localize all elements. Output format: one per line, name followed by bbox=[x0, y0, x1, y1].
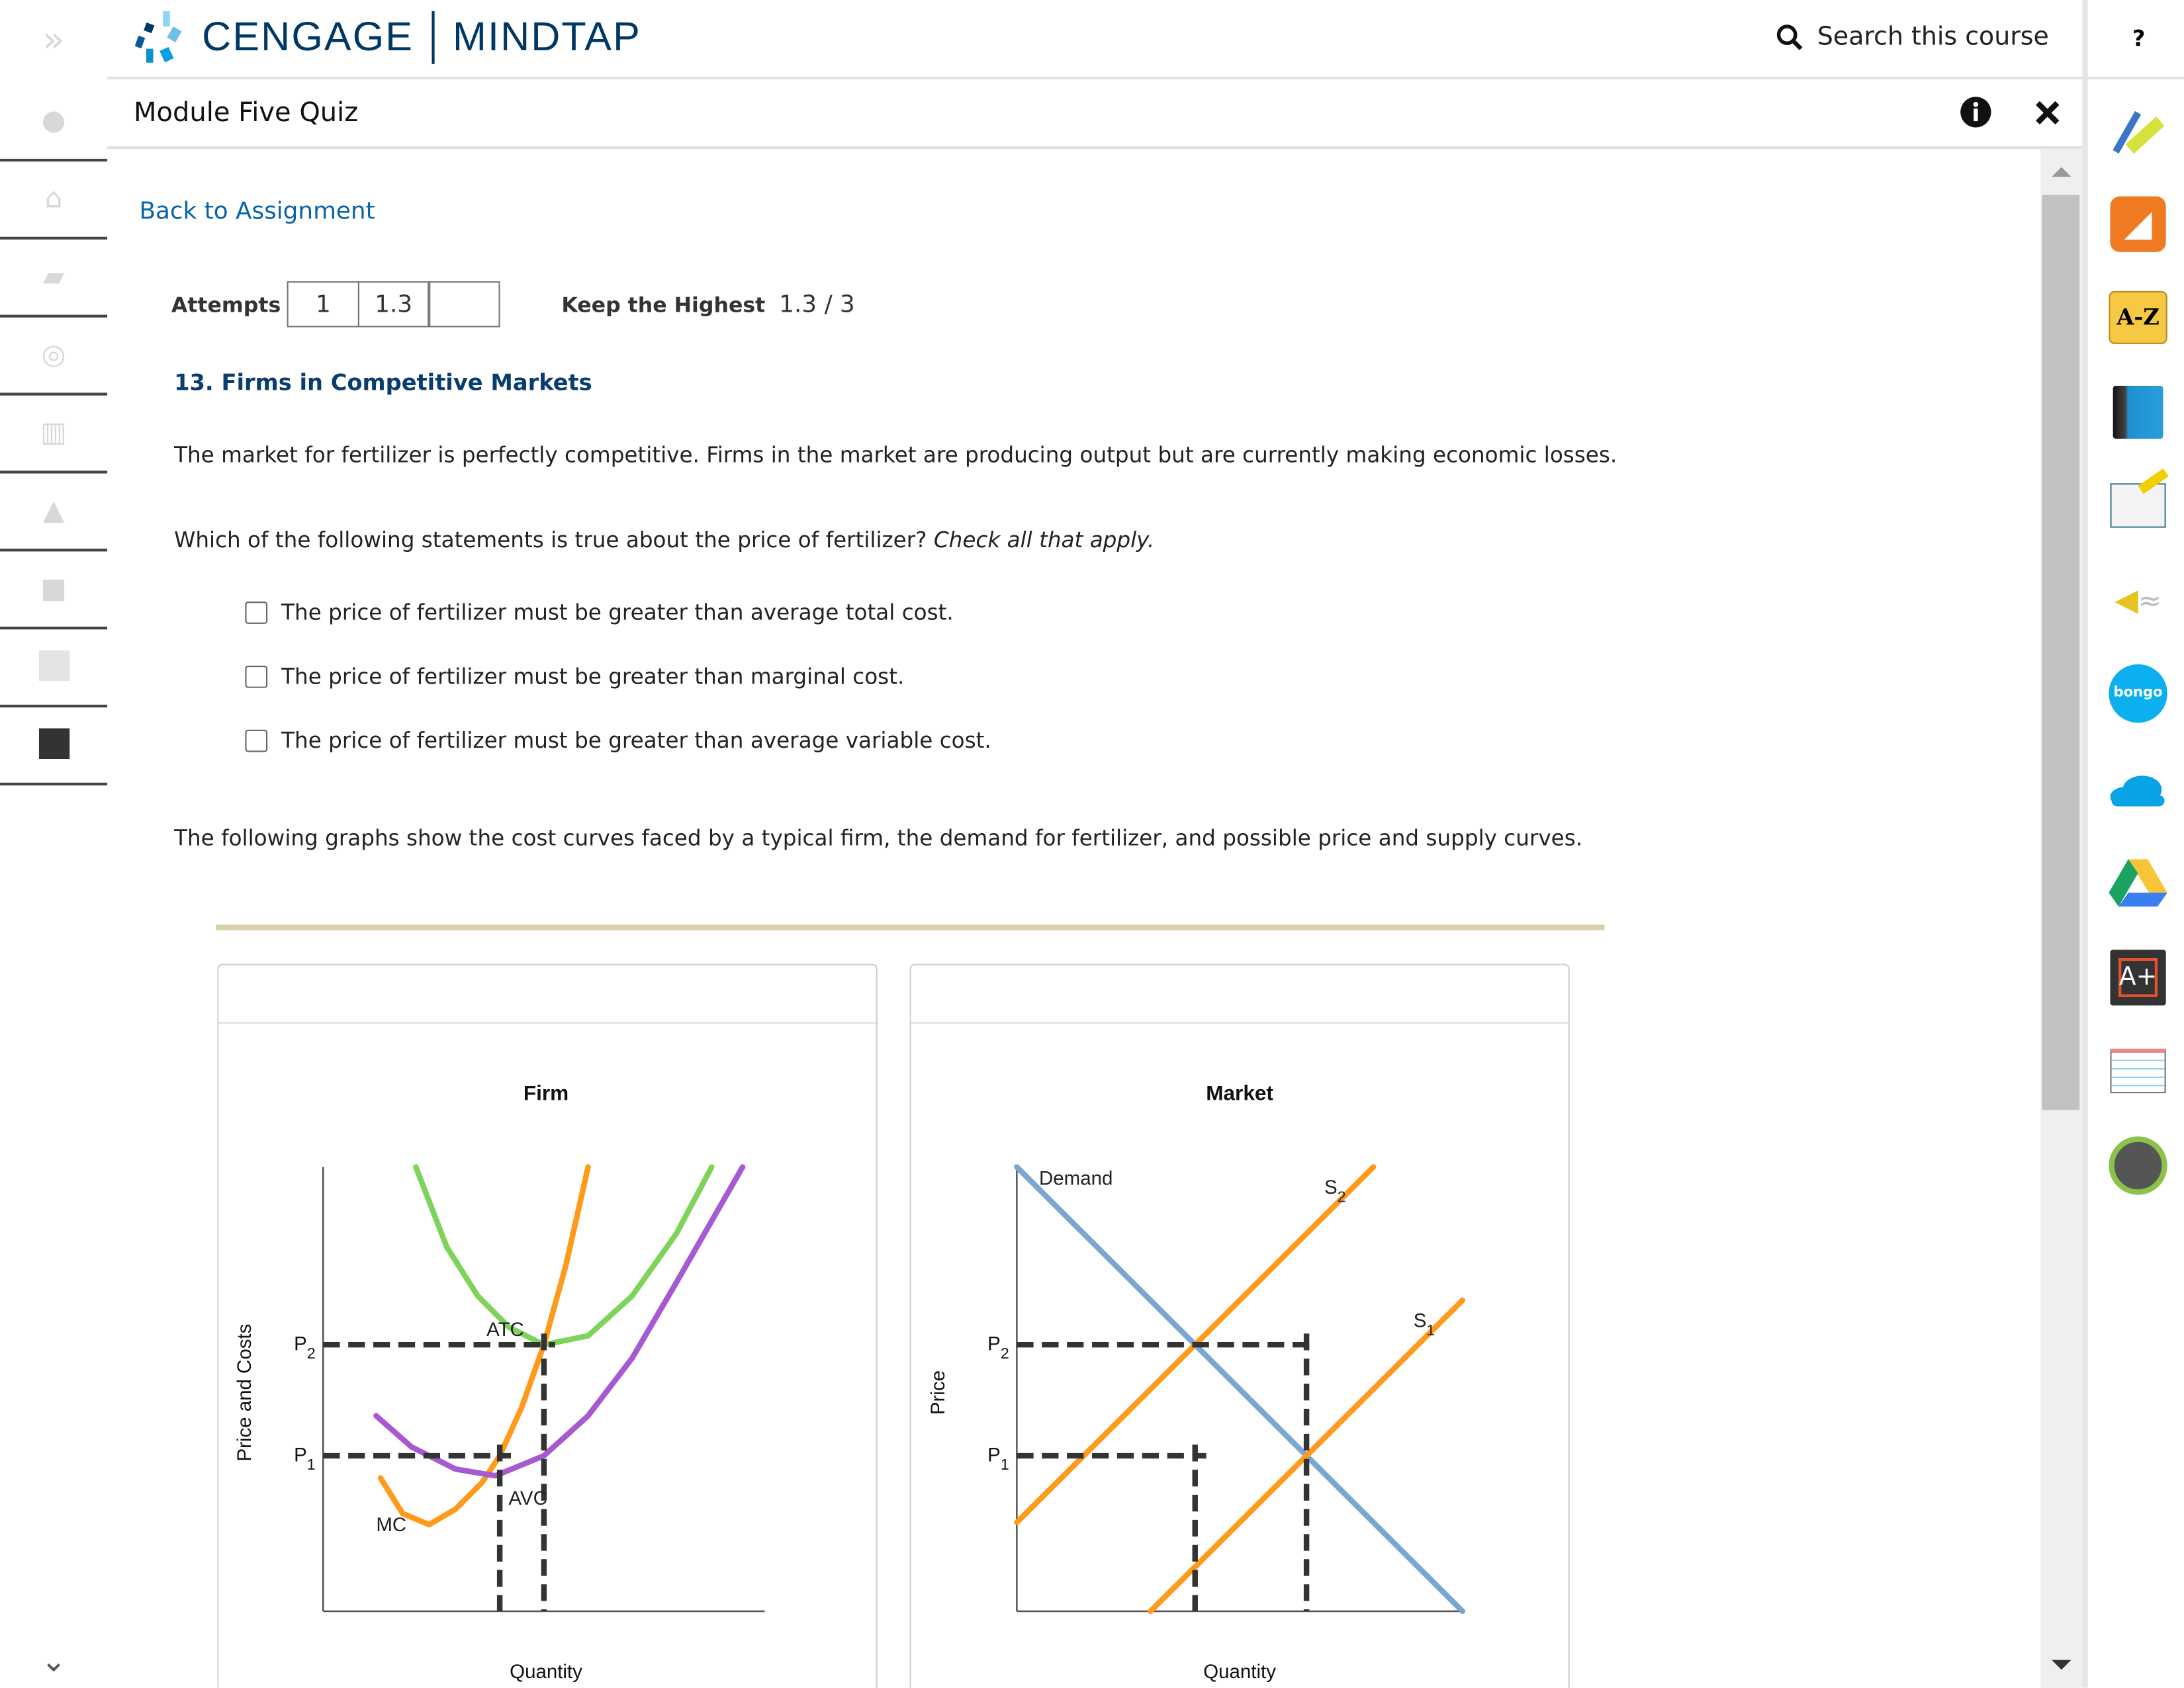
keep-highest-label: Keep the Highest bbox=[561, 291, 766, 317]
help-button[interactable]: ? bbox=[2088, 0, 2184, 79]
option-label: The price of fertilizer must be greater than marginal cost. bbox=[281, 664, 905, 689]
series-label: MC bbox=[376, 1514, 407, 1536]
google-drive-icon[interactable] bbox=[2109, 852, 2167, 911]
prompt-hint: Check all that apply. bbox=[933, 527, 1155, 553]
user-icon: ● bbox=[41, 103, 66, 137]
compass-icon: ◎ bbox=[41, 337, 66, 371]
app-dock bbox=[2082, 0, 2184, 1688]
glossary-az-icon[interactable]: A-Z bbox=[2109, 289, 2167, 347]
brand-name: CENGAGE bbox=[202, 15, 414, 60]
series-label: ATC bbox=[486, 1318, 524, 1341]
price-tick-label: $P_2$ bbox=[294, 1333, 316, 1362]
audio-icon[interactable]: ◀ ≈ bbox=[2115, 582, 2162, 618]
attempt-score-1: 1 bbox=[287, 281, 359, 327]
ebook-icon[interactable] bbox=[2109, 383, 2167, 441]
book-icon: ▰ bbox=[42, 259, 65, 292]
series-label: AVC bbox=[508, 1487, 547, 1509]
price-tick-label: $P_1$ bbox=[987, 1444, 1009, 1474]
highlighter-icon[interactable] bbox=[2109, 101, 2167, 159]
graphs-intro: The following graphs show the cost curves faced by a typical firm, the demand for fertilizer, and possible price and supply curves. bbox=[174, 826, 1583, 851]
chart-title: Firm bbox=[523, 1081, 569, 1105]
rss-icon[interactable]: ◢ bbox=[2109, 195, 2167, 253]
bongo-icon[interactable]: bongo bbox=[2109, 664, 2167, 723]
series-label: $S_1$ bbox=[1413, 1310, 1435, 1339]
product-name: MINDTAP bbox=[453, 15, 641, 60]
x-axis-label: Quantity bbox=[510, 1661, 582, 1683]
onedrive-icon[interactable] bbox=[2109, 759, 2167, 817]
question-intro: The market for fertilizer is perfectly competitive. Firms in the market are producing output but are currently making economic losses. bbox=[174, 443, 1617, 468]
profile-avatar-icon[interactable] bbox=[2109, 1136, 2167, 1194]
notebook-icon[interactable] bbox=[2109, 476, 2167, 535]
scrollbar[interactable] bbox=[2040, 149, 2082, 1688]
curve-atc bbox=[416, 1167, 711, 1345]
attempts-label: Attempts bbox=[171, 291, 281, 317]
scroll-up-icon[interactable] bbox=[2052, 167, 2071, 177]
x-axis-label: Quantity bbox=[1203, 1661, 1276, 1683]
home-icon: ⌂ bbox=[44, 181, 63, 215]
y-axis-label: Price and Costs bbox=[233, 1323, 255, 1462]
graduation-cap-icon: ▲ bbox=[42, 493, 65, 527]
open-book-icon: ▥ bbox=[40, 415, 67, 449]
scrollbar-thumb[interactable] bbox=[2042, 195, 2079, 1110]
option-label: The price of fertilizer must be greater than average variable cost. bbox=[281, 728, 991, 754]
briefcase-icon: ■ bbox=[40, 570, 67, 605]
attempt-score-2: 1.3 bbox=[357, 281, 430, 327]
chart-title: Market bbox=[1206, 1081, 1273, 1105]
chevron-down-icon[interactable]: ⌄ bbox=[40, 1644, 67, 1679]
back-to-assignment-link[interactable]: Back to Assignment bbox=[139, 197, 375, 226]
prompt-text: Which of the following statements is true about the price of fertilizer? bbox=[174, 527, 927, 553]
series-label: $S_2$ bbox=[1324, 1176, 1346, 1206]
aplus-icon[interactable]: A+ bbox=[2109, 948, 2167, 1006]
keep-highest-value: 1.3 / 3 bbox=[779, 290, 855, 318]
scroll-down-icon[interactable] bbox=[2052, 1660, 2071, 1670]
page-title: Module Five Quiz bbox=[134, 97, 359, 128]
expand-nav-icon[interactable]: » bbox=[42, 19, 65, 62]
question-title: 13. Firms in Competitive Markets bbox=[174, 369, 592, 396]
flashcards-icon[interactable] bbox=[2109, 1042, 2167, 1100]
option-label: The price of fertilizer must be greater than average total cost. bbox=[281, 600, 954, 625]
price-tick-label: $P_2$ bbox=[987, 1333, 1009, 1362]
series-label: Demand bbox=[1039, 1167, 1113, 1190]
price-tick-label: $P_1$ bbox=[294, 1444, 316, 1474]
curve-demand bbox=[1017, 1167, 1462, 1611]
search-label: Search this course bbox=[1817, 22, 2049, 52]
y-axis-label: Price bbox=[927, 1370, 949, 1415]
